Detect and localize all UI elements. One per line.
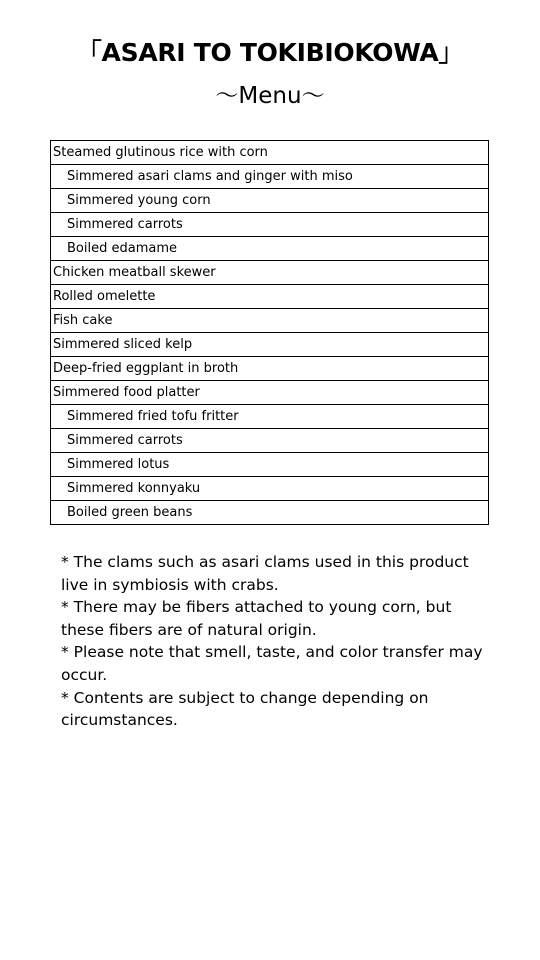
menu-subitem: Simmered lotus — [51, 453, 489, 477]
menu-subitem: Simmered carrots — [51, 429, 489, 453]
menu-item: Rolled omelette — [51, 285, 489, 309]
table-row — [51, 141, 489, 165]
table-row — [51, 357, 489, 381]
menu-subitem: Simmered fried tofu fritter — [51, 405, 489, 429]
menu-item: Chicken meatball skewer — [51, 261, 489, 285]
menu-subitem: Simmered konnyaku — [51, 477, 489, 501]
table-row — [51, 477, 489, 501]
table-row — [51, 429, 489, 453]
table-row — [51, 309, 489, 333]
note-line: * Please note that smell, taste, and color transfer may occur. — [61, 643, 483, 684]
table-row — [51, 501, 489, 525]
table-row — [51, 381, 489, 405]
table-row — [51, 165, 489, 189]
notes-block — [61, 551, 491, 732]
table-row — [51, 261, 489, 285]
menu-table-body — [51, 141, 489, 525]
note-line: * Contents are subject to change depending on circumstances. — [61, 688, 429, 730]
menu-subtitle: ～Menu～ — [215, 83, 325, 109]
menu-subitem: Boiled green beans — [51, 501, 489, 525]
menu-item: Fish cake — [51, 309, 489, 333]
menu-subitem: Simmered young corn — [51, 189, 489, 213]
menu-item: Simmered sliced kelp — [51, 333, 489, 357]
table-row — [51, 453, 489, 477]
table-row — [51, 189, 489, 213]
menu-table — [50, 140, 489, 525]
table-row — [51, 285, 489, 309]
page-title: 「ASARI TO TOKIBIOKOWA」 — [76, 38, 464, 67]
menu-item: Steamed glutinous rice with corn — [51, 141, 489, 165]
table-row — [51, 237, 489, 261]
menu-subitem: Simmered asari clams and ginger with miso — [51, 165, 489, 189]
note-line: * There may be fibers attached to young corn, but these fibers are of natural origin. — [61, 598, 452, 639]
menu-subitem: Simmered carrots — [51, 213, 489, 237]
note-line: * The clams such as asari clams used in this product live in symbiosis with crabs. — [61, 553, 469, 594]
table-row — [51, 333, 489, 357]
menu-item: Deep-fried eggplant in broth — [51, 357, 489, 381]
table-row — [51, 405, 489, 429]
table-row — [51, 213, 489, 237]
menu-item: Simmered food platter — [51, 381, 489, 405]
menu-subitem: Boiled edamame — [51, 237, 489, 261]
